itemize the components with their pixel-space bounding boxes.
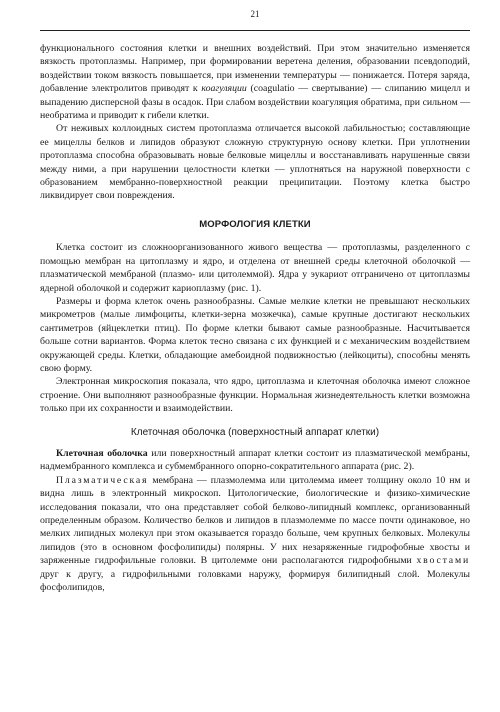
paragraph-viscosity-text-2: (coagulatio — свертывание) — слипанию мицелл и выпадению дисперсной фазы в осадок. При слабом воздействии коагуляция обратима, при сильном — необратима и приводит к гибели клетки. [40,83,470,122]
term-cell-envelope: Клеточная оболочка [56,447,148,459]
paragraph-viscosity [40,42,470,122]
paragraph-cell-envelope-text: или поверхностный аппарат клетки состоит из плазматической мембраны, надмембранного комплекса и субмембранного опорно-сократительного аппарата (рис. 2). [40,447,471,473]
paragraph-electron-microscopy: Электронная микроскопия показала, что ядро, цитоплазма и клеточная оболочка имеют сложное строение. Они выполняют разнообразные функции. Нормальная жизнедеятельность клетки возможна только при их сохранности и взаимодействии. [40,376,470,415]
term-coagulation: коагуляции [201,83,247,95]
paragraph-plasma-membrane-text-2: друг к другу, а гидрофильными головками наружу, формируя билипидный слой. Молекулы фосфолипидов, [40,568,470,594]
section-title-cell-morphology: МОРФОЛОГИЯ КЛЕТКИ [199,218,311,230]
paragraph-lability: От неживых коллоидных систем протоплазма отличается высокой лабильностью; составляющие ее мицеллы белков и липидов образуют сложную структурную основу клетки. При уплотнении протоплазма способна образовывать новые белковые мицеллы и восстанавливать нарушенные связи между ними, а при нарушении целостности клетки — уплотняться на наружной поверхности с образованием мембранно-поверхностной реакции преципитации. Поэтому клетка быстро ликвидирует свои повреждения. [40,123,470,202]
paragraph-cell-sizes: Размеры и форма клеток очень разнообразны. Самые мелкие клетки не превышают нескольких микрометров (малые лимфоциты, клетки-зерна мозжечка), самые крупные достигают нескольких сантиметров (яйцеклетки птиц). По форме клетки бывают самые разнообразные. Насчитывается больше сотни вариантов. Форма клеток тесно связана с их функцией и с механическим воздействием окружающей среды. Клетки, обладающие амебоидной подвижностью (лейкоциты), способны менять свою форму. [40,295,470,374]
page-content [40,42,470,594]
term-tails: хвостами [416,555,470,567]
paragraph-plasma-membrane-text-1: мембрана — плазмолемма или цитолемма имеет толщину около 10 нм и видна лишь в электронный микроскоп. Цитологические, биологические и физико-химические исследования показали, что она представляет собой белково-липидный комплекс, организованный определенным образом. Количество белков и липидов в плазмолемме по массе почти одинаковое, но мелких липидных молекул при этом оказывается гораздо больше, чем крупных белковых. Молекулы липидов (это в основном фосфолипиды) полярны. У них незаряженные гидрофобные хвосты и заряженные гидрофильные головки. В цитолемме они располагаются гидрофобными [40,474,470,567]
paragraph-cell-structure: Клетка состоит из сложноорганизованного живого вещества — протоплазмы, разделенного с помощью мембран на цитоплазму и ядро, и отделена от внешней среды клеточной оболочкой — плазматической мембраной (плазмо- или цитолеммой). Ядра у эукариот отграничено от цитоплазмы ядерной оболочкой и содержит кариоплазму (рис. 1). [40,242,470,294]
paragraph-cell-envelope [40,447,470,474]
paragraph-plasma-membrane [40,474,470,595]
page-header [40,8,470,31]
page-number: 21 [250,9,260,19]
term-plasma-membrane: Плазматическая [56,474,149,486]
subsection-title-cell-membrane: Клеточная оболочка (поверхностный аппарат клетки) [130,426,380,438]
paragraph-viscosity-text-1: функционального состояния клетки и внешних воздействий. При этом значительно изменяется вязкость протоплазмы. Например, при формировании веретена деления, образовании псевдоподий, воздействии током вязкость повышается, при изменении температуры — понижается. Потеря заряда, добавление электролитов приводят к [40,43,470,95]
